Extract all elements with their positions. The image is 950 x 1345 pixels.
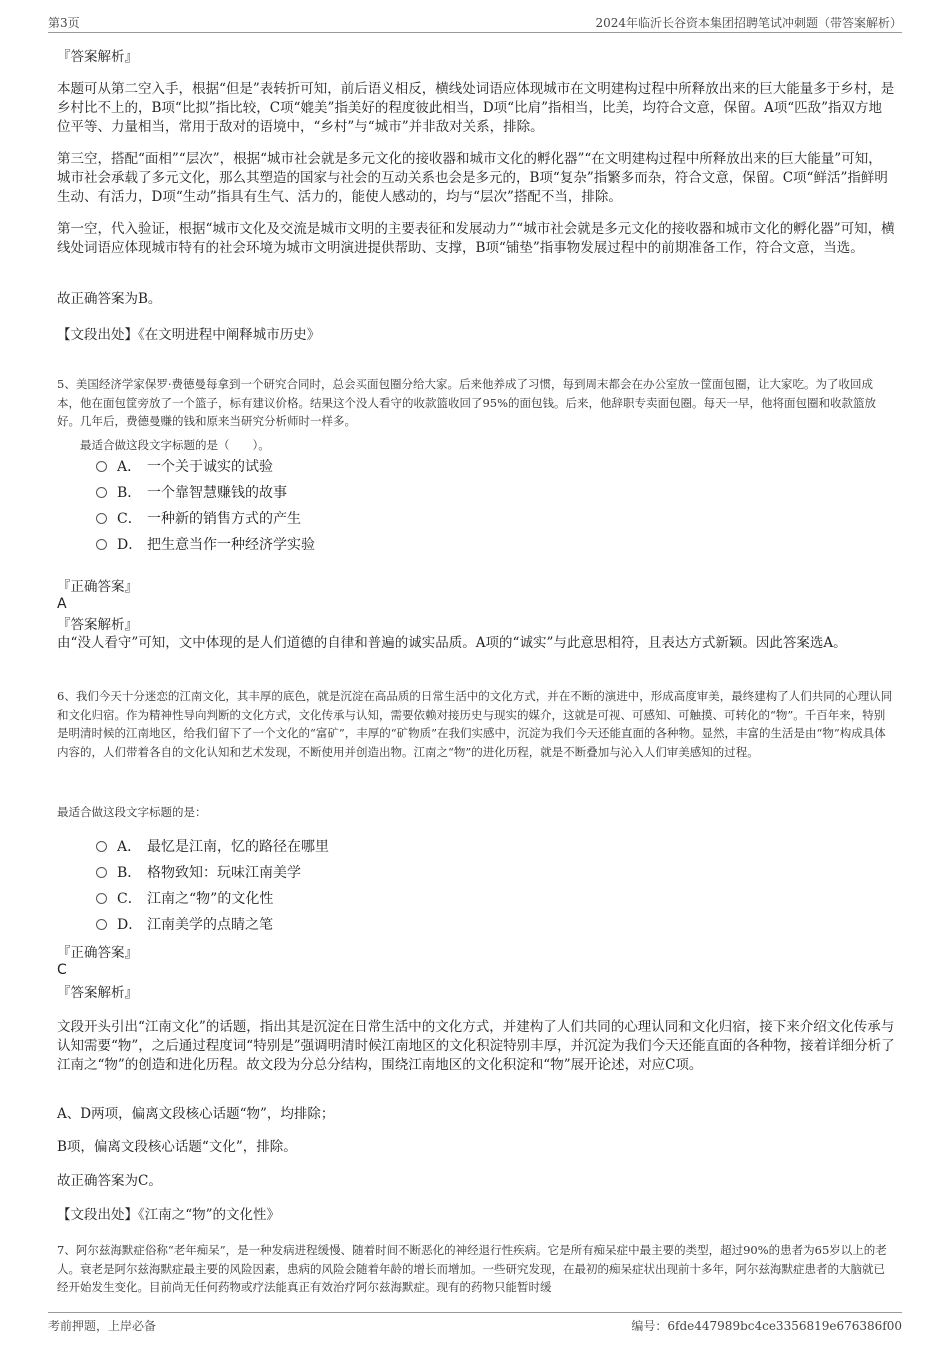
q5-prompt: 最适合做这段文字标题的是（ ）。 bbox=[80, 438, 270, 452]
q4-analysis-para3: 第一空，代入验证，根据“城市文化及交流是城市文明的主要表征和发展动力”“城市社会就是多元文化的接收器和城市文化的孵化器”可知，横线处词语应体现城市特有的社会环境为城市文明演进提供帮助、支撑，B项“铺垫”指事物发展过程中的前期准备工作，符合文意，当选。 bbox=[57, 221, 895, 256]
q6-analysis-label: 『答案解析』 bbox=[57, 985, 138, 1001]
q6-answer: C bbox=[57, 962, 67, 978]
radio-icon[interactable] bbox=[96, 841, 107, 852]
q4-analysis-para1: 本题可从第二空入手，根据“但是”表转折可知，前后语义相反，横线处词语应体现城市在文明建构过程中所释放出来的巨大能量多于乡村，是乡村比不上的，B项“比拟”指比较，C项“媲美”指美好的程度彼此相当，D项“比肩”指相当，比美，均符合文意，保留。A项“匹敌”指双方地位平等、力量相当，常用于敌对的语境中，“乡村”与“城市”并非敌对关系，排除。 bbox=[57, 81, 895, 135]
q4-analysis-para2: 第三空，搭配“面相”“层次”，根据“城市社会就是多元文化的接收器和城市文化的孵化器”“在文明建构过程中所释放出来的巨大能量”可知，城市社会承载了多元文化，那么其塑造的国家与社会的互动关系也会是多元的，B项“复杂”指繁多而杂，符合文意，保留。C项“鲜活”指鲜明生动、有活力，D项“生动”指具有生气、活力的，能使人感动的，均与“层次”搭配不当，排除。 bbox=[57, 151, 888, 205]
page-footer bbox=[48, 1312, 902, 1333]
page-header bbox=[48, 14, 902, 33]
q5-analysis-label: 『答案解析』 bbox=[57, 617, 138, 633]
q5-option-b[interactable]: B． 一个靠智慧赚钱的故事 bbox=[96, 483, 287, 503]
q5-passage: 5、美国经济学家保罗·费德曼每拿到一个研究合同时，总会买面包圈分给大家。后来他养成了习惯，每到周末都会在办公室放一筐面包圈，让大家吃。为了收回成本，他在面包筐旁放了一个篮子，标有建议价格。结果这个没人看守的收款篮收回了95%的面包钱。后来，他辞职专卖面包圈。每天一早，他将面包圈和收款篮放好。几年后，费德曼赚的钱和原来当研究分析师时一样多。 bbox=[57, 377, 877, 428]
q5-option-a[interactable]: A． 一个关于诚实的试验 bbox=[96, 457, 273, 477]
radio-icon[interactable] bbox=[96, 893, 107, 904]
document-code: 编号：6fde447989bc4ce3356819e676386f00 bbox=[631, 1319, 902, 1333]
q7-passage: 7、阿尔兹海默症俗称“老年痴呆”，是一种发病进程缓慢、随着时间不断恶化的神经退行性疾病。它是所有痴呆症中最主要的类型，超过90%的患者为65岁以上的老人。衰老是阿尔兹海默症最主要的风险因素，患病的风险会随着年龄的增长而增加。一些研究发现，在最初的痴呆症状出现前十多年，阿尔兹海默症患者的大脑就已经开始发生变化。目前尚无任何药物或疗法能真正有效治疗阿尔兹海默症。现有的药物只能暂时缓 bbox=[57, 1243, 887, 1294]
document-title: 2024年临沂长谷资本集团招聘笔试冲刺题（带答案解析） bbox=[595, 16, 902, 30]
q4-analysis-label: 『答案解析』 bbox=[57, 49, 138, 65]
q5-answer: A bbox=[57, 596, 67, 612]
q6-option-a[interactable]: A． 最忆是江南，忆的路径在哪里 bbox=[96, 837, 329, 857]
q6-analysis: 文段开头引出“江南文化”的话题，指出其是沉淀在日常生活中的文化方式，并建构了人们共同的心理认同和文化归宿，接下来介绍文化传承与认知需要“物”，之后通过程度词“特别是”强调明清时候江南地区的文化积淀特别丰厚，并沉淀为我们今天还能直面的各种物，接着详细分析了江南之“物”的创造和进化历程。故文段为分总分结构，围绕江南地区的文化积淀和“物”展开论述，对应C项。 bbox=[57, 1019, 895, 1073]
q6-conclusion: 故正确答案为C。 bbox=[57, 1173, 162, 1189]
q4-source: 【文段出处】《在文明进程中阐释城市历史》 bbox=[57, 327, 321, 343]
q6-option-c[interactable]: C． 江南之“物”的文化性 bbox=[96, 889, 273, 909]
radio-icon[interactable] bbox=[96, 513, 107, 524]
q5-analysis: 由“没人看守”可知，文中体现的是人们道德的自律和普遍的诚实品质。A项的“诚实”与此意思相符，且表达方式新颖。因此答案选A。 bbox=[57, 635, 847, 651]
q6-answer-label: 『正确答案』 bbox=[57, 945, 138, 961]
radio-icon[interactable] bbox=[96, 919, 107, 930]
q6-prompt: 最适合做这段文字标题的是： bbox=[57, 805, 207, 819]
q5-answer-label: 『正确答案』 bbox=[57, 579, 138, 595]
radio-icon[interactable] bbox=[96, 867, 107, 878]
footer-slogan: 考前押题，上岸必备 bbox=[48, 1319, 157, 1333]
radio-icon[interactable] bbox=[96, 461, 107, 472]
radio-icon[interactable] bbox=[96, 487, 107, 498]
q6-passage: 6、我们今天十分迷恋的江南文化，其丰厚的底色，就是沉淀在高品质的日常生活中的文化方式，并在不断的演进中，形成高度审美，最终建构了人们共同的心理认同和文化归宿。作为精神性导向判断的文化方式，文化传承与认知，需要依赖对接历史与现实的媒介，这就是可视、可感知、可触摸、可转化的“物”。千百年来，特别是明清时候的江南地区，给我们留下了一个文化的“富矿”，丰厚的“矿物质”在我们实感中，沉淀为我们今天还能直面的各种物。显然，丰富的生活是由“物”构成具体内容的，人们带着各自的文化认知和艺术发现，不断使用并创造出物。江南之“物”的进化历程，就是不断叠加与沁入人们审美感知的过程。 bbox=[57, 689, 893, 759]
page-number: 第3页 bbox=[48, 16, 80, 30]
q4-conclusion: 故正确答案为B。 bbox=[57, 291, 162, 307]
q6-exclude-ad: A、D两项，偏离文段核心话题“物”，均排除； bbox=[57, 1106, 335, 1122]
q6-option-d[interactable]: D． 江南美学的点睛之笔 bbox=[96, 915, 273, 935]
q6-source: 【文段出处】《江南之“物”的文化性》 bbox=[57, 1207, 281, 1223]
q5-option-d[interactable]: D． 把生意当作一种经济学实验 bbox=[96, 535, 315, 555]
radio-icon[interactable] bbox=[96, 539, 107, 550]
q6-exclude-b: B项，偏离文段核心话题“文化”，排除。 bbox=[57, 1139, 297, 1155]
q5-option-c[interactable]: C． 一种新的销售方式的产生 bbox=[96, 509, 301, 529]
q6-option-b[interactable]: B． 格物致知：玩味江南美学 bbox=[96, 863, 301, 883]
